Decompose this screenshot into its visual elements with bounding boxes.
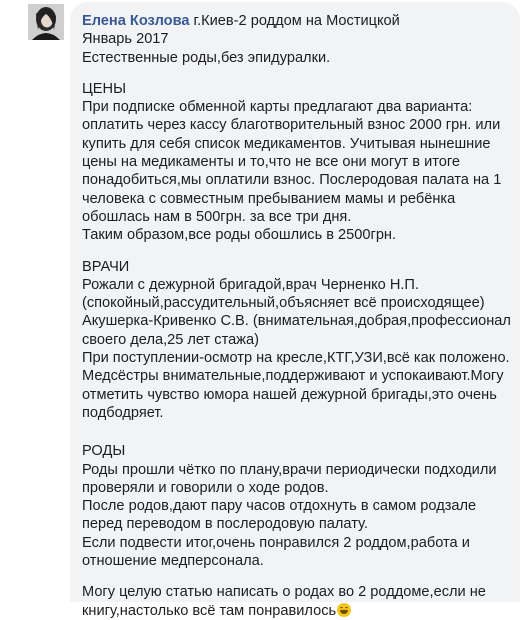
text-line: отметить чувство юмора нашей дежурной бригады,это очень — [82, 386, 497, 403]
text-line: цены на медикаменты и то,что не все они могут в итоге — [82, 154, 460, 171]
author-name-link[interactable]: Елена Козлова — [82, 13, 190, 29]
comment-bubble — [70, 2, 520, 619]
text-line: обошлась нам в 500грн. за все три дня. — [82, 208, 352, 225]
section-heading-birth: РОДЫ — [82, 443, 126, 460]
text-line: книгу,настолько всё там понравилось — [82, 602, 337, 619]
text-line: подбодряет. — [82, 404, 164, 421]
profile-photo-icon — [28, 4, 64, 40]
location-text: г.Киев-2 роддом на Мостицкой — [189, 13, 400, 29]
text-line: После родов,дают пару часов отдохнуть в самом родзале — [82, 498, 477, 515]
text-line: Роды прошли чётко по плану,врачи периодически подходили — [82, 461, 497, 478]
intro-text: Естественные роды,без эпидуралки. — [82, 49, 331, 66]
section-doctors-body — [82, 276, 511, 422]
text-line: Таким образом,все роды обошлись в 2500грн. — [82, 227, 397, 244]
text-line: (спокойный,рассудительный,объясняет всё происходящее) — [82, 295, 485, 312]
section-heading-prices: ЦЕНЫ — [82, 80, 126, 97]
text-line: Акушерка-Кривенко С.В. (внимательная,добрая,профессионал — [82, 313, 511, 330]
post-date: Январь 2017 — [82, 31, 169, 48]
closing-paragraph — [82, 583, 508, 620]
text-line: своего дела,25 лет стажа) — [82, 331, 259, 348]
grinning-face-emoji-icon — [337, 603, 351, 617]
text-line: Если подвести итог,очень понравился 2 роддом,работа и — [82, 534, 470, 551]
text-line: Медсёстры внимательные,поддерживают и успокаивают.Могу — [82, 368, 504, 385]
text-line: оплатить через кассу благотворительный взнос 2000 грн. или — [82, 117, 501, 134]
section-birth-body — [82, 461, 508, 571]
text-line: Рожали с дежурной бригадой,врач Черненко Н.П. — [82, 276, 419, 293]
closing-last-line — [82, 602, 508, 620]
section-heading-doctors: ВРАЧИ — [82, 258, 130, 275]
post-header — [82, 12, 508, 30]
text-line: Могу целую статью написать о родах во 2 роддоме,если не — [82, 584, 486, 601]
text-line: отношение медперсонала. — [82, 553, 264, 570]
text-line: При поступлении-осмотр на кресле,КТГ,УЗИ,всё как положено. — [82, 350, 510, 367]
text-line: купить для себя список медикаментов. Учитывая нынешние — [82, 135, 491, 152]
avatar[interactable] — [28, 4, 64, 40]
text-line: проверяли и говорили о ходе родов. — [82, 479, 329, 496]
text-line: человека с совместным пребыванием мамы и ребёнка — [82, 190, 456, 207]
section-prices-body — [82, 98, 508, 244]
text-line: перед переводом в послеродовую палату. — [82, 516, 368, 533]
text-line: При подписке обменной карты предлагают два варианта: — [82, 99, 473, 116]
text-line: понадобиться,мы оплатили взнос. Послеродовая палата на 1 — [82, 172, 502, 189]
